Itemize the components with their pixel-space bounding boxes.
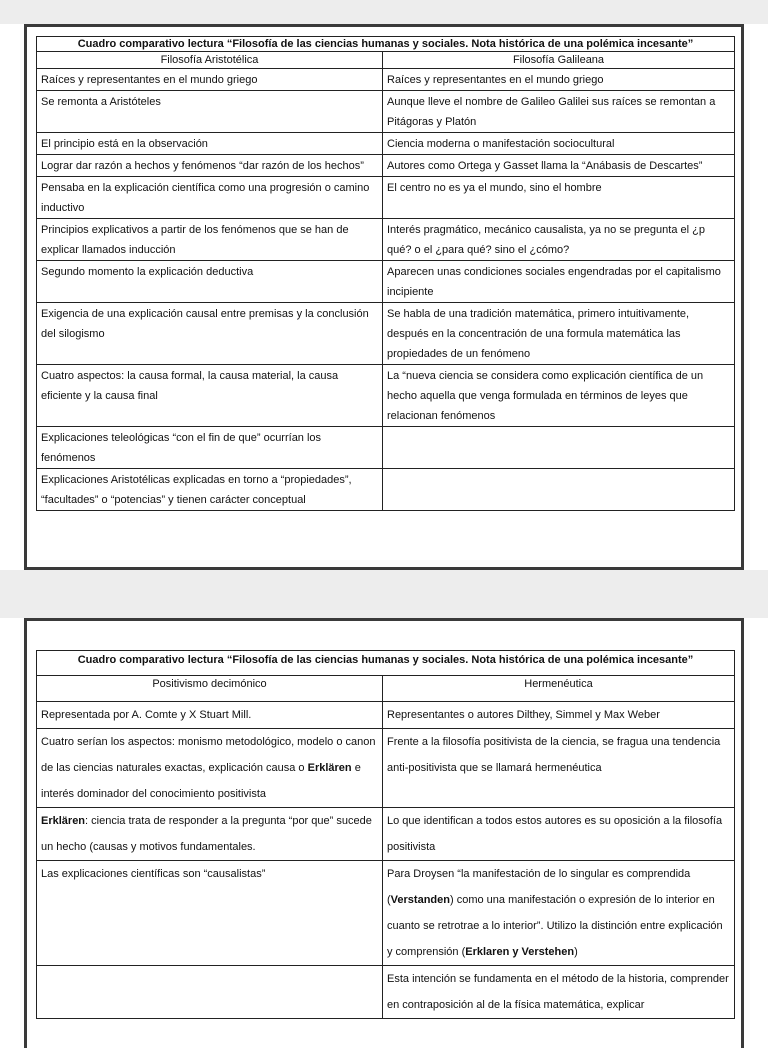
table-cell — [383, 861, 735, 966]
table-title: Cuadro comparativo lectura “Filosofía de las ciencias humanas y sociales. Nota histórica de una polémica incesante” — [37, 37, 735, 52]
table-cell — [37, 729, 383, 808]
table-cell: Lo que identifican a todos estos autores es su oposición a la filosofía positivista — [383, 808, 735, 861]
table-cell: Explicaciones Aristotélicas explicadas en torno a “propiedades”, “facultades” o “potencias” y tienen carácter conceptual — [37, 469, 383, 511]
document-page-2 — [24, 618, 744, 1048]
table-row — [37, 808, 735, 861]
table-row — [37, 155, 735, 177]
cell-text: : ciencia trata de responder a la pregunta “por que” sucede un hecho (causas y motivos fundamentales. — [41, 815, 372, 853]
table-cell: Aunque lleve el nombre de Galileo Galilei sus raíces se remontan a Pitágoras y Platón — [383, 91, 735, 133]
table-cell: Autores como Ortega y Gasset llama la “Anábasis de Descartes” — [383, 155, 735, 177]
column-header-galilean: Filosofía Galileana — [383, 52, 735, 69]
table-cell — [383, 427, 735, 469]
cell-text: ) como una manifestación o expresión de lo interior en cuanto se retrotrae a lo interior”. Utilizo la distinción entre explicación y comprensión ( — [387, 894, 723, 958]
table-cell: Esta intención se fundamenta en el método de la historia, comprender en contraposición al de la física matemática, explicar — [383, 966, 735, 1019]
cell-text: Para Droysen “la manifestación de lo singular es comprendida ( — [387, 868, 691, 906]
cell-text: Cuatro serían los aspectos: monismo metodológico, modelo o canon de las ciencias naturales exactas, explicación causa o — [41, 736, 376, 774]
table-row — [37, 261, 735, 303]
column-header-hermeneutics: Hermenéutica — [383, 676, 735, 702]
table-cell: Lograr dar razón a hechos y fenómenos “dar razón de los hechos” — [37, 155, 383, 177]
table-cell: El principio está en la observación — [37, 133, 383, 155]
table-cell — [383, 469, 735, 511]
table-cell: La “nueva ciencia se considera como explicación científica de un hecho aquella que venga formulada en términos de leyes que relacionan fenómenos — [383, 365, 735, 427]
bold-term: Erklaren y Verstehen — [465, 946, 575, 958]
table-cell: Representada por A. Comte y X Stuart Mill. — [37, 702, 383, 729]
table-cell: Explicaciones teleológicas “con el fin de que” ocurrían los fenómenos — [37, 427, 383, 469]
comparison-table-1 — [36, 36, 735, 511]
table-row — [37, 177, 735, 219]
bold-term: Erklären — [307, 762, 352, 774]
viewer-background-top — [0, 0, 768, 24]
table-cell: Raíces y representantes en el mundo griego — [37, 69, 383, 91]
table-cell: Aparecen unas condiciones sociales engendradas por el capitalismo incipiente — [383, 261, 735, 303]
bold-term: Verstanden — [390, 894, 450, 906]
cell-text: ) — [574, 946, 578, 958]
table-cell: Raíces y representantes en el mundo griego — [383, 69, 735, 91]
document-page-1 — [24, 24, 744, 570]
table-row — [37, 702, 735, 729]
table-row — [37, 365, 735, 427]
table-row — [37, 861, 735, 966]
table-row — [37, 133, 735, 155]
table-row — [37, 427, 735, 469]
bold-term: Erklären — [41, 815, 86, 827]
table-cell: Principios explicativos a partir de los fenómenos que se han de explicar llamados inducción — [37, 219, 383, 261]
table-cell: Se remonta a Aristóteles — [37, 91, 383, 133]
table-cell: Exigencia de una explicación causal entre premisas y la conclusión del silogismo — [37, 303, 383, 365]
table-row — [37, 91, 735, 133]
page-gap — [0, 570, 768, 618]
column-header-aristotelian: Filosofía Aristotélica — [37, 52, 383, 69]
table-row — [37, 469, 735, 511]
table-cell: Cuatro aspectos: la causa formal, la causa material, la causa eficiente y la causa final — [37, 365, 383, 427]
table-cell: Pensaba en la explicación científica como una progresión o camino inductivo — [37, 177, 383, 219]
table-cell: El centro no es ya el mundo, sino el hombre — [383, 177, 735, 219]
table-cell: Las explicaciones científicas son “causalistas” — [37, 861, 383, 966]
column-header-positivism: Positivismo decimónico — [37, 676, 383, 702]
table-cell: Se habla de una tradición matemática, primero intuitivamente, después en la concentración de una formula matemática las propiedades de un fenómeno — [383, 303, 735, 365]
table-row — [37, 303, 735, 365]
table-row — [37, 966, 735, 1019]
comparison-table-2 — [36, 650, 735, 1019]
table-row — [37, 729, 735, 808]
table-cell: Representantes o autores Dilthey, Simmel y Max Weber — [383, 702, 735, 729]
table-cell: Ciencia moderna o manifestación sociocultural — [383, 133, 735, 155]
cell-text: e interés dominador del conocimiento positivista — [41, 762, 361, 800]
table-row — [37, 219, 735, 261]
table-cell: Frente a la filosofía positivista de la ciencia, se fragua una tendencia anti-positivista que se llamará hermenéutica — [383, 729, 735, 808]
table-row — [37, 69, 735, 91]
table-cell — [37, 808, 383, 861]
table-cell: Interés pragmático, mecánico causalista, ya no se pregunta el ¿p qué? o el ¿para qué? sino el ¿cómo? — [383, 219, 735, 261]
table-cell: Segundo momento la explicación deductiva — [37, 261, 383, 303]
table-title: Cuadro comparativo lectura “Filosofía de las ciencias humanas y sociales. Nota histórica de una polémica incesante” — [37, 651, 735, 676]
table-cell — [37, 966, 383, 1019]
